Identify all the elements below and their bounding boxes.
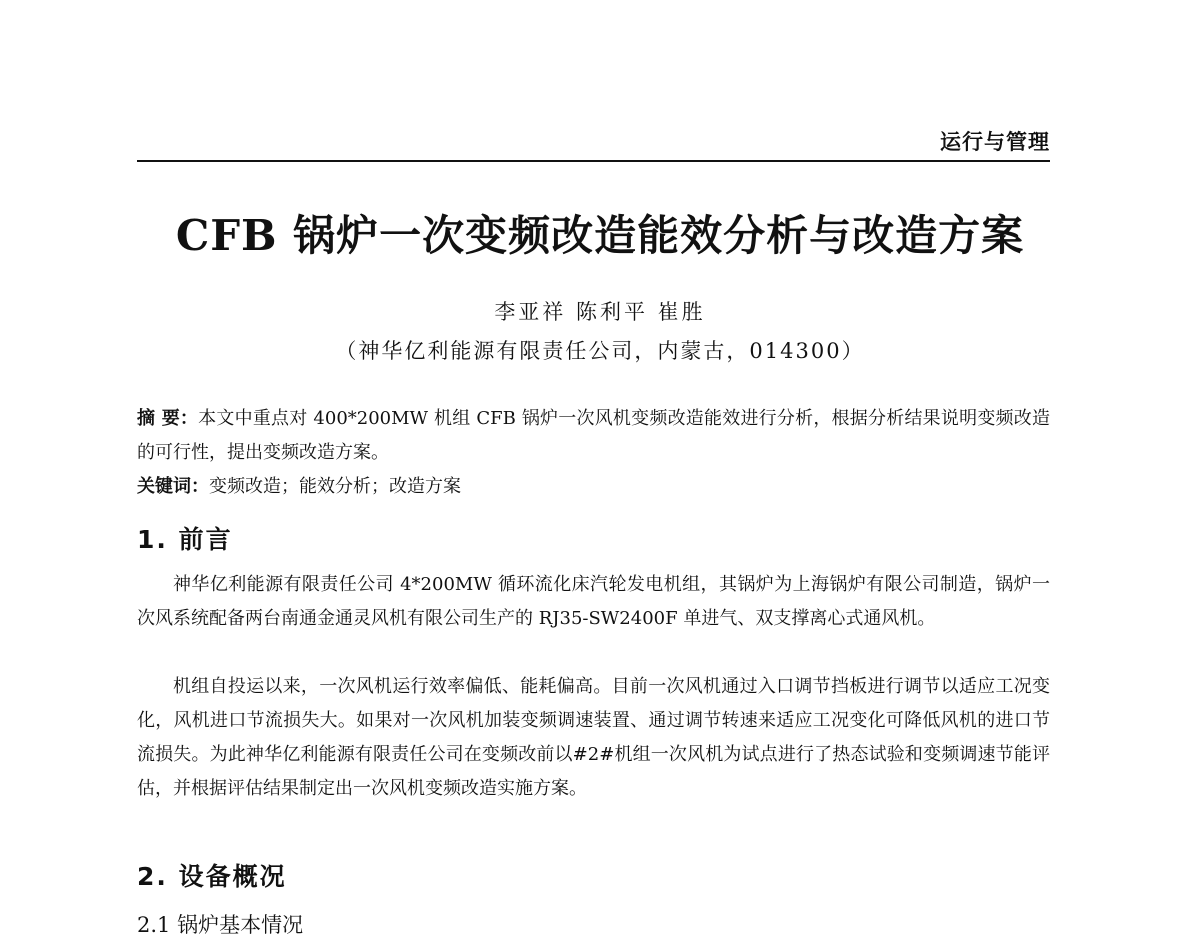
article-title: CFB 锅炉一次变频改造能效分析与改造方案 [175,211,1025,260]
section-heading-equipment: 2. 设备概况 [137,862,287,891]
header-divider [137,160,1050,162]
subsection-heading-boiler: 2.1 锅炉基本情况 [137,913,304,937]
intro-paragraph-1: 神华亿利能源有限责任公司 4*200MW 循环流化床汽轮发电机组，其锅炉为上海锅炉有限公司制造，锅炉一次风系统配备两台南通金通灵风机有限公司生产的 RJ35-SW2400F 单进气、双支撑离心式通风机。 [137,574,1050,629]
journal-section-label: 运行与管理 [940,130,1050,154]
abstract-text: 本文中重点对 400*200MW 机组 CFB 锅炉一次风机变频改造能效进行分析，根据分析结果说明变频改造的可行性，提出变频改造方案。 [137,408,1050,463]
article-affiliation: （神华亿利能源有限责任公司，内蒙古，014300） [335,339,865,363]
keywords-label: 关键词： [137,476,209,497]
keywords [137,470,1050,504]
abstract [137,402,1050,470]
article-authors: 李亚祥 陈利平 崔胜 [494,300,706,324]
section-heading-intro: 1. 前言 [137,525,233,554]
keywords-text: 变频改造；能效分析；改造方案 [209,476,461,497]
abstract-label: 摘 要： [137,408,199,429]
intro-paragraph-2: 机组自投运以来，一次风机运行效率偏低、能耗偏高。目前一次风机通过入口调节挡板进行调节以适应工况变化，风机进口节流损失大。如果对一次风机加装变频调速装置、通过调节转速来适应工况变化可降低风机的进口节流损失。为此神华亿利能源有限责任公司在变频改前以#2#机组一次风机为试点进行了热态试验和变频调速节能评估，并根据评估结果制定出一次风机变频改造实施方案。 [137,676,1050,799]
